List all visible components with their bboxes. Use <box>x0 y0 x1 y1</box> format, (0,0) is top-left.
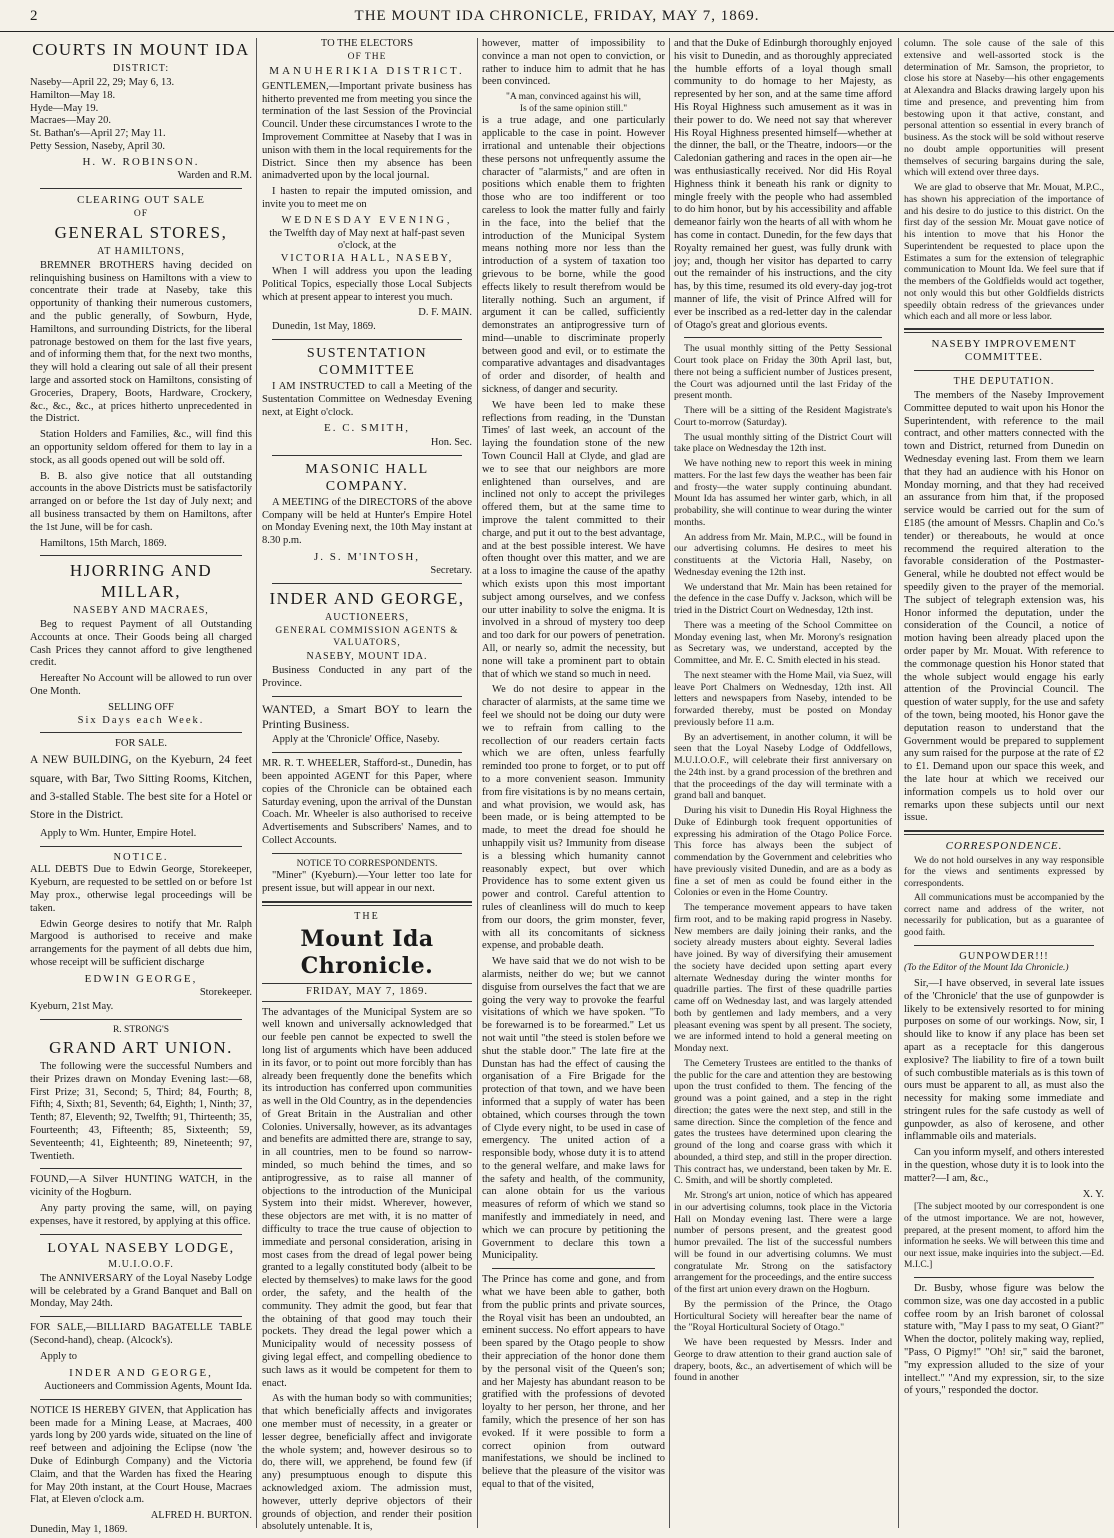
lodge-title: LOYAL NASEBY LODGE, <box>47 1240 235 1256</box>
forsale-p2: Apply to Wm. Hunter, Empire Hotel. <box>40 827 197 839</box>
separator <box>40 1168 242 1169</box>
wheeler-p1: MR. R. T. WHEELER, Stafford-st., Dunedin, has been appointed AGENT for this Paper, where copies of the Chronicle can be obtained each Saturday evening, upon the arrival of the Dunstan Coach. Mr. Wheeler is also authorised to receive Advertisements and Subscribers' Names, and to Collect Accounts. <box>262 758 472 846</box>
sustentation-p1: I AM INSTRUCTED to call a Meeting of the Sustentation Committee on Wednesday Evening next, at Eight o'clock. <box>262 381 472 418</box>
separator <box>40 555 242 556</box>
separator <box>272 339 462 340</box>
clearing-p2: Station Holders and Families, &c., will find this an opportunity seldom offered for them to lay in a stock, as all goods opened out will be sold off. <box>30 429 252 466</box>
masthead-date: FRIDAY, MAY 7, 1869. <box>262 983 472 1002</box>
gunpowder-letter <box>904 951 1104 1272</box>
clearing-title2: GENERAL STORES, <box>54 222 228 242</box>
notice-title: NOTICE. <box>113 851 169 863</box>
hjorring-title: HJORRING AND MILLAR, <box>69 561 213 602</box>
electors-address <box>262 38 472 334</box>
clearing-of: OF <box>133 209 149 220</box>
courts-sign: H. W. ROBINSON. <box>82 155 200 168</box>
inder-sub3: NASEBY, MOUNT IDA. <box>306 651 428 663</box>
page-number: 2 <box>30 8 38 24</box>
separator <box>492 1268 655 1269</box>
hjorring-p2: Hereafter No Account will be allowed to run over One Month. <box>30 673 252 697</box>
news-item: An address from Mr. Main, M.P.C., will be found in our advertising columns. He desires to meet his constituents at the Victoria Hall, Naseby, on Wednesday evening the 12th inst. <box>674 531 892 578</box>
busby-anecdote <box>904 1283 1104 1398</box>
masonic-sign-title: Secretary. <box>430 565 472 577</box>
wanted-ad <box>262 702 472 747</box>
art-union-ad <box>30 1025 252 1164</box>
bagatelle-p2: Apply to <box>40 1350 78 1362</box>
improvement-committee-article <box>904 338 1104 825</box>
news-item: By the permission of the Prince, the Otago Horticultural Society will hereafter bear the name of the "Royal Horticultural Society of Otago." <box>674 1298 892 1334</box>
artunion-over: R. STRONG'S <box>112 1024 170 1035</box>
column-rule <box>477 38 478 1528</box>
masonic-notice <box>262 461 472 579</box>
column-3 <box>482 38 665 1528</box>
news-item: The usual monthly sitting of the Petty Sessional Court took place on Friday the 30th April last, but, there not being a sufficient number of Justices present, the Court was adjourned until the last Friday of the present month. <box>674 343 892 402</box>
separator <box>40 732 242 733</box>
notice-sign-title: Storekeeper. <box>199 987 252 999</box>
page-header <box>0 0 1114 32</box>
separator <box>272 696 462 697</box>
news-item: We understand that Mr. Main has been retained for the defence in the case Duffy v. Jackson, which will be tried in the District Court on Wednesday, 12th inst. <box>674 581 892 617</box>
royal-visit-continued <box>674 38 892 332</box>
mining-p1: NOTICE IS HEREBY GIVEN, that Application has been made for a Mining Lease, at Macraes, 400 yards long by 200 yards wide, situated on the line of reef between and adjoining the Eclipse (now 'the Duke of Edinburgh Company) and the Victoria Claim, and that the Warden has fixed the Hearing for May 20th instant, at the Court House, Macraes Flat, at Eleven o'clock a.m. <box>30 1404 252 1506</box>
separator <box>684 337 882 338</box>
courts-sign-title: Warden and R.M. <box>177 170 252 182</box>
royal-visit-p2: and that the Duke of Edinburgh thoroughly enjoyed his visit to Dunedin, and as thoroughly appreciated the humble efforts of a loyal though small community to do homage to her Majesty, as represented by her son, and at the same time afford His Royal Highness such amusement as it was in their power to do. We need not say that wherever His Royal Highness presented himself—whether at the dinner, the ball, or the Theatre, indoors—or the Caledonian gathering and races in the open air—he was enthusiastically received. Nor did His Royal Highness think it beneath his rank or dignity to mingle freely with the people who had assembled to do him honor, but by his accessibility and affable demeanor fairly won the hearts of all with whom he has come in contact. Dunedin, for the few days that Royalty remained her guest, was fully drunk with joy; and, though her visitor has departed to carry out the remainder of his instructions, and the city has, by this time, resumed its old every-day jog-trot manner of life, the visit of Prince Alfred will for ever be inscribed as a red-letter day in the calendar of Otago's great and glorious events. <box>674 38 892 331</box>
news-item: We have nothing new to report this week in mining matters. For the last few days the weather has been fair and frosty—the water supply continuing abundant. Mount Ida has assumed her winter garb, which, in all probability, she will continue to wear during the winter months. <box>674 458 892 528</box>
separator <box>272 853 462 854</box>
leader-quote-1: "A man, convinced against his will, <box>505 92 641 103</box>
wanted-p1: WANTED, a Smart BOY to learn the Printing Business. <box>262 702 472 731</box>
bagatelle-sign: INDER AND GEORGE, <box>69 1366 213 1379</box>
local-news-continued <box>904 38 1104 323</box>
leader-p2: As with the human body so with communities; that which beneficially affects and invigorates one member must of necessity, in a greater or lesser degree, beneficially affect and invigorate the whole system; and, however desirous so to do, there will, we apprehend, be found few (if any) presumptuous enough to dispute this acknowledged axiom. The admission must, however, utterly deprive objectors of their grounds of objection, and render their position absolutely untenable. It is, <box>262 1393 472 1533</box>
hjorring-sub: NASEBY AND MACRAES, <box>73 604 209 616</box>
column-1 <box>30 38 252 1535</box>
news-item: We have been requested by Messrs. Inder and George to draw attention to their grand auction sale of drapery, boots, &c., an advertisement of which will be found in another <box>674 1337 892 1384</box>
wanted-p2: Apply at the 'Chronicle' Office, Naseby. <box>272 734 440 746</box>
hjorring-p1: Beg to request Payment of all Outstanding Accounts at once. Their Goods being all charged Cash Prices they cannot afford to give lengthened credit. <box>30 619 252 669</box>
news-item: The usual monthly sitting of the District Court will take place on Wednesday the 12th inst. <box>674 431 892 455</box>
electors-title: TO THE ELECTORS <box>320 38 414 49</box>
electors-p5: VICTORIA HALL, NASEBY, <box>280 253 454 265</box>
separator <box>40 846 242 847</box>
separator <box>40 1399 242 1400</box>
bagatelle-p1: FOR SALE,—BILLIARD BAGATELLE TABLE (Second-hand), cheap. (Alcock's). <box>30 1322 252 1347</box>
leader-c3-p5: We have said that we do not wish to be alarmists, neither do we; but we cannot disguise from ourselves the fact that we are going the very way to provoke the fearful visitations of which we have spoken. "To be forewarned is to be forearmed." Let us not wait until "the steed is stolen before we shut the stable door." The late fire at the Dunstan has had the effect of causing the organisation of a Fire Brigade for the protection of that town, and we have been informed that a supply of water has been obtained, which courses through the town of Clyde every night, to be used in case of emergency. The united action of a responsible body, whose duty it is to attend to the general welfare, and make laws for the safety and health, of the community, can alone obtain for us the various measures of reform of which we stand so manifestly and immediately in need, and which we can procure by petitioning the Government to declare this town a Municipality. <box>482 956 665 1262</box>
gunpowder-title: GUNPOWDER!!! <box>959 950 1049 962</box>
separator <box>272 583 462 584</box>
separator <box>914 1277 1094 1278</box>
electors-title2: MANUHERIKIA DISTRICT. <box>269 65 465 78</box>
electors-of: OF THE <box>347 51 387 62</box>
inder-sub2: GENERAL COMMISSION AGENTS & VALUATORS, <box>275 626 459 648</box>
leader-article <box>262 1007 472 1535</box>
debts-notice <box>30 852 252 1014</box>
royal-visit-article <box>482 1274 665 1492</box>
masthead: Mount Ida Chronicle. <box>300 926 434 979</box>
correspondents-p1: "Miner" (Kyeburn).—Your letter too late for present issue, but will appear in our next. <box>262 870 472 895</box>
artunion-title: GRAND ART UNION. <box>49 1038 233 1058</box>
masonic-p1: A MEETING of the DIRECTORS of the above Company will be held at Hunter's Empire Hotel on Monday Evening next, the 10th May instant at 8.30 p.m. <box>262 496 472 547</box>
news-item: The next steamer with the Home Mail, via Suez, will leave Port Chalmers on Wednesday, 12th inst. All letters and newspapers from Naseby, intended to be forwarded thereby, must be posted on Monday previously before 11 a.m. <box>674 669 892 728</box>
double-rule <box>262 901 472 906</box>
correspondents-title: NOTICE TO CORRESPONDENTS. <box>296 858 438 869</box>
column-5 <box>904 38 1104 1528</box>
masonic-sign: J. S. M'INTOSH, <box>313 551 421 564</box>
sustentation-notice <box>262 345 472 450</box>
leader-c3-p2: is a true adage, and one particularly applicable to the case in point. However irrational and untenable their objections these persons not unfrequently assume the character of "alarmists," and are often in positions which enable them to frighten those who are too indifferent or too careless to look the matter fully and fairly in the face, into the belief that the introduction of the Municipal System means nothing more nor less than the introduction of a system of taxation too grievous to be borne, while the good effects likely to result therefrom would be literally nothing. Such an argument, if argument it can be called, sufficiently demonstrates an antiprogressive turn of mind—unable to discriminate properly between good and evil, or to estimate the comparative advantages and disadvantages of order and disorder, of health and sickness, of danger and security. <box>482 115 665 396</box>
found-ad <box>30 1174 252 1228</box>
notice-p2: Edwin George desires to notify that Mr. Ralph Margood is authorised to receive and make arrangements for the payment of all debts due him, whose receipt will be sufficient discharge <box>30 918 252 968</box>
found-p1: FOUND,—A Silver HUNTING WATCH, in the vicinity of the Hogburn. <box>30 1174 252 1199</box>
separator <box>40 1234 242 1235</box>
lodge-p1: The ANNIVERSARY of the Loyal Naseby Lodge will be celebrated by a Grand Banquet and Ball on Monday, May 24th. <box>30 1272 252 1310</box>
electors-sign: D. F. MAIN. <box>418 307 472 319</box>
column-rule <box>898 38 899 1528</box>
inder-p1: Business Conducted in any part of the Province. <box>262 665 472 690</box>
separator <box>40 1316 242 1317</box>
masonic-title: MASONIC HALL COMPANY. <box>305 461 429 494</box>
news-item: There was a meeting of the School Committee on Monday evening last, when Mr. Morony's resignation as Secretary was, we understand, accepted by the Committee, and Mr. E. C. Smith elected in his stead. <box>674 619 892 667</box>
sustentation-sign: E. C. SMITH, <box>323 422 411 435</box>
forsale-p1: A NEW BUILDING, on the Kyeburn, 24 feet square, with Bar, Two Sitting Rooms, Kitchen, and 3-stalled Stable. The best site for a Hotel or Store in the District. <box>30 754 252 822</box>
gunpowder-to: (To the Editor of the Mount Ida Chronicle.) <box>904 963 1069 974</box>
inder-sub: AUCTIONEERS, <box>325 611 409 623</box>
leader-c3-p1: however, matter of impossibility to convince a man not open to conviction, or rather to induce him to admit that he has been convinced. <box>482 38 665 88</box>
clearing-sale-ad <box>30 194 252 550</box>
leader-quote-2: Is of the same opinion still." <box>519 103 628 114</box>
news-item: The temperance movement appears to have taken firm root, and to be making rapid progress in Naseby. New members are daily joining their ranks, and the society already musters about eighty. Several ladies have joined. By way of diversifying their amusement the society have decided upon setting apart every alternate Wednesday during the winter months for quadrille parties. The first of these quadrille parties came off on Wednesday last, and was largely attended both by gentlemen and lady members, and a very pleasant evening was spent by all present. The society, we are informed intend to hold a general meeting on Monday next. <box>674 902 892 1055</box>
royal-visit-p1: The Prince has come and gone, and from what we have been able to gather, both from the public prints and private sources, the Royal visit has been an undoubted, an eminent success. No effort appears to have been spared by the Otago people to show their appreciation of the honor done them by the personal visit of the Queen's son; and her Majesty has abundant reason to be gratified with the professions of devoted loyalty to her person, her throne, and her family, which the presence of her son has evoked. If it were possible to form a correct opinion from outward manifestations, we should be inclined to believe that the pleasure of the visitor was equal to that of the visited, <box>482 1274 665 1491</box>
artunion-p1: The following were the successful Numbers and their Prizes drawn on Monday Evening last:—68, First Prize; 31, Second; 5, Third; 84, Fourth; 8, Fifth; 4, Sixth; 81, Seventh; 64, Eighth; 1, Ninth; 37, Tenth; 87, Eleventh; 92, Twelfth; 91, Thirteenth; 35, Fourteenth; 43, Fifteenth; 85, Sixteenth; 59, Seventeenth; 41, Eighteenth; 89, Nineteenth; 97, Twentieth. <box>30 1061 252 1162</box>
gunpowder-p2: Can you inform myself, and others interested in the question, whose duty it is to look into the matter?—I am, &c., <box>904 1147 1104 1184</box>
clearing-p3: B. B. also give notice that all outstanding accounts in the above Districts must be satisfactorily arranged on or before the 1st day of July next; and all business transacted by them on Hamiltons, after the 1st June, will be for cash. <box>30 470 252 533</box>
mining-date: Dunedin, May 1, 1869. <box>30 1524 128 1535</box>
leader-p1: The advantages of the Municipal System are so well known and universally acknowledged that our feeble pen cannot be expected to swell the long list of arguments which have been adduced in its favor, or to point out more forcibly than has already been frequently done the benefits which its introduction has conferred upon communities as well in the Old Country, as in the dependencies of Great Britain in the Australian and other Colonies. Universally, however, as its advantages and benefits are admitted there are, strange to say, in all countries, men to be found so narrow-minded, so much behind the times, and so antiprogressive, as to raise all manner of objections to the introduction of the Municipal System into their midst. Wherever, however, these objectors are met with, it is no matter of difficulty to trace the true cause of objection to immediate and personal consideration, arising in most cases from the dread of legal power being granted to a legally constituted body (albeit to be elected by themselves) to make laws for the good order, the safety, and the health of the community. They admit the good, but fear that the obtaining of that good may touch their pockets. They dread the legal power which a Municipality would of necessity possess of giving legal effect, and compelling obedience to such laws as it would be competent for them to enact. <box>262 1006 472 1389</box>
news-item: Mr. Strong's art union, notice of which has appeared in our advertising columns, took place in the Victoria Hall on Monday evening last. There were a large number of persons present, and the greatest good humor prevailed. The list of the successful numbers will be found in our advertising columns. We must congratulate Mr. Strong on the satisfactory arrangement for the proceedings, and the entire success of the first art union every drawn on the Hogburn. <box>674 1190 892 1296</box>
electors-date: Dunedin, 1st May, 1869. <box>272 321 376 333</box>
separator <box>272 752 462 753</box>
electors-p2: I hasten to repair the imputed omission, and invite you to meet me on <box>262 186 472 210</box>
local-news <box>674 343 892 1384</box>
courts-notice <box>30 40 252 183</box>
running-title: THE MOUNT IDA CHRONICLE, FRIDAY, MAY 7, 1869. <box>354 8 760 24</box>
correspondence-section <box>904 840 1104 939</box>
separator <box>40 1019 242 1020</box>
separator <box>40 188 242 189</box>
notice-date: Kyeburn, 21st May. <box>30 1000 114 1012</box>
improvement-sub: THE DEPUTATION. <box>953 375 1055 387</box>
correspondence-p2: All communications must be accompanied by the correct name and address of the writer, not necessarily for publication, but as a guarantee of good faith. <box>904 893 1104 938</box>
news-item: By an advertisement, in another column, it will be seen that the Loyal Naseby Lodge of Oddfellows, M.U.I.O.O.F., will celebrate their first anniversary on the 24th inst. by a grand procession of the brethren and that the proceedings of the day will terminate with a grand ball and banquet. <box>674 731 892 802</box>
correspondents-notice <box>262 859 472 896</box>
electors-p4: the Twelfth day of May next at half-past seven o'clock, at the <box>269 227 465 252</box>
clearing-place: AT HAMILTONS, <box>97 245 185 257</box>
electors-p3: WEDNESDAY EVENING, <box>281 214 453 226</box>
hjorring-ad <box>30 561 252 727</box>
double-rule <box>904 328 1104 333</box>
sustentation-sign-title: Hon. Sec. <box>430 436 472 448</box>
news-item: We are glad to observe that Mr. Mouat, M.P.C., has shown his appreciation of the importance of and his desire to do justice to this district. On the first day of the session Mr. Mouat gave notice of his intention to move that his Honor the Superintendent be requested to place upon the Estimates a sum for the extension of telegraphic communication to Mount Ida. We feel sure that if the members of the Goldfields would act together, not only would this but other Goldfields districts speedily obtain redress of the grievances under which each and all more or less labor. <box>904 182 1104 323</box>
mining-lease-notice <box>30 1405 252 1537</box>
news-item: During his visit to Dunedin His Royal Highness the Duke of Edinburgh took frequent opportunities of expressing his admiration of the Otago Police Force. This force has always been the subject of commendation by the Government and celebrities who have previously visited Dunedin, and are as a body as fine a set of men as could be found either in the Colonies or even in the Home Country. <box>674 805 892 899</box>
column-4 <box>674 38 892 1528</box>
notice-p1: ALL DEBTS Due to Edwin George, Storekeeper, Kyeburn, are requested to be settled on or before 1st May prox., otherwise legal proceedings will be taken. <box>30 864 252 914</box>
hjorring-p4: Six Days each Week. <box>77 714 205 726</box>
wheeler-notice <box>262 758 472 848</box>
courts-subtitle: DISTRICT: <box>112 62 170 74</box>
clearing-date: Hamiltons, 15th March, 1869. <box>40 537 167 549</box>
correspondence-title: CORRESPONDENCE. <box>945 840 1063 853</box>
column-rule <box>256 38 257 1528</box>
news-item: There will be a sitting of the Resident Magistrate's Court to-morrow (Saturday). <box>674 405 892 428</box>
column-2 <box>262 38 472 1533</box>
separator <box>914 945 1094 946</box>
hjorring-p3: SELLING OFF <box>108 701 174 713</box>
for-sale-ad <box>30 738 252 840</box>
clearing-p1: BREMNER BROTHERS having decided on relinquishing business on Hamiltons with a view to concentrate their trade at Naseby, take this opportunity of thanking their numerous customers, and the public generally, of Sowburn, Hyde, Hamiltons, and surrounding Districts, for the liberal patronage bestowed on them for the last five years, and of informing them that, for the next two months, they will hold a clearing out sale of all their present large and assorted stock on Hamiltons, consisting of Groceries, Drapery, Boots, Hardware, Crockery, &c., &c., &c., at prices hitherto unprecedented in the District. <box>30 259 252 425</box>
gunpowder-p1: Sir,—I have observed, in several late issues of the 'Chronicle' that the use of gunpowder is likely to be extensively resorted to for mining purposes on some of our workings. Now, sir, I should like to know if any place has been set apart as a receptacle for this dangerous explosive? The liability to fire of a town built of such combustible materials as is this town of ours must be apparent to all, as must also the necessity for making some immediate and stringent rules for the safe custody as well of gunpowder, as also of kerosene, and other inflammable oils and materials. <box>904 977 1104 1143</box>
electors-p1: GENTLEMEN,—Important private business has hitherto prevented me from meeting you since the termination of the last Session of the Provincial Council. Under these circumstances I wrote to the Improvement Committee at Naseby that I was in unison with them in the local requirements for the District. Since then my absence has been animadverted upon by the local journal. <box>262 80 472 182</box>
inder-george-ad <box>262 589 472 691</box>
correspondence-p1: We do not hold ourselves in any way responsible for the views and sentiments expressed by correspondents. <box>904 855 1104 889</box>
courts-dates: Naseby—April 22, 29; May 6, 13. Hamilton—May 18. Hyde—May 19. Macraes—May 20. St. Bathan's—April 27; May 11. Petty Session, Naseby, April 30. <box>30 76 175 152</box>
leader-c3-p4: We do not desire to appear in the character of alarmists, at the same time we feel we should not be doing our duty were we to refrain from calling to the recollection of our readers certain facts which we are often, unless fearfully reminded too prone to forget, or to put off to a more convenient season. Immunity from fire visitations is by no means certain, and what provision, we would ask, has been made, or is being attempted to be made, to meet the dread foe should he unhappily visit us? Immunity from disease is a blessing which humanity cannot reasonably expect, but over which Providence has to some extent given us power and control. Careful attention to rules of cleanliness will do much to keep from our doors, the grim monster, fever, with all its concomitants of sickness expense, and probable death. <box>482 684 665 952</box>
sustentation-title: SUSTENTATION COMMITTEE <box>306 345 428 378</box>
forsale-title: FOR SALE. <box>115 738 167 750</box>
clearing-title: CLEARING OUT SALE <box>76 193 205 206</box>
news-item: column. The sole cause of the sale of this extensive and well-assorted stock is the determination of Mr. Samson, the proprietor, to close his store at Naseby—his other engagements at Alexandra and Blacks drawing largely upon his time and presence, and preventing him from bestowing upon it that active, constant, and personal attention so essential in every branch of business. As the stock will be sold without reserve no doubt ample opportunities will present themselves of securing bargains during the sale, which will extend over three days. <box>904 38 1104 179</box>
notice-sign: EDWIN GEORGE, <box>84 972 198 985</box>
leader-continued <box>482 38 665 1263</box>
bagatelle-sign-title: Auctioneers and Commission Agents, Mount Ida. <box>44 1381 252 1393</box>
bagatelle-ad <box>30 1322 252 1394</box>
improvement-title: NASEBY IMPROVEMENT COMMITTEE. <box>931 338 1077 364</box>
lodge-sub: M.U.I.O.O.F. <box>108 1258 174 1270</box>
mining-sign: ALFRED H. BURTON. <box>150 1510 252 1522</box>
column-rule <box>669 38 670 1528</box>
found-p2: Any party proving the same, will, on paying expenses, have it restored, by applying at this office. <box>30 1202 252 1227</box>
separator <box>272 455 462 456</box>
electors-p6: When I will address you upon the leading Political Topics, especially those Local Subjects which at present appear to interest you much. <box>262 265 472 303</box>
gunpowder-note: [The subject mooted by our correspondent is one of the utmost importance. We are not, however, prepared, at the present moment, to afford him the information he seeks. We will between this time and our next issue, make inquiries into the subject.—Ed. M.I.C.] <box>904 1202 1104 1271</box>
improvement-p1: The members of the Naseby Improvement Committee deputed to wait upon his Honor the Superintendent, with reference to the mail contract, and other matters connected with the town and District, returned from Dunedin on Wednesday evening last. From them we learn that they had an audience with his Honor on Monday morning, and that they had received an assurance from him that, if the proposed service would be carried out for the sum of £185 (the amount of Messrs. Chaplin and Co.'s tender) or thereabouts, he would at once recommend the required alteration to the favorable consideration of the Postmaster-General, while he doubted not effect would be speedily given to the prayer of the memorial. The subject of telegraph extension was, his Honor informed the deputation, under the consideration of the Council, a notice of motion having been already placed upon the order paper by Mr. Mouat. With reference to the commonage question his Honor stated that the whole subject would engage his early attention of the Provincial Council. The question of water supply, for the use and safety of the town, being mooted, his Honor gave the deputation reason to understand that the Government would be prepared to supplement any sum raised for the purpose at the rate of £2 to £1. Demand upon our space this week, and the late hour at which we received our information compels us to hold over our remarks upon these subjects until our next issue. <box>904 390 1104 824</box>
lodge-ad <box>30 1240 252 1312</box>
leader-c3-p3: We have been led to make these reflections from reading, in the 'Dunstan Times' of last week, an account of the laying the foundation stone of the new Town Council Hall at Clyde, and glad are we to see that our neighbors are more enlightened than ourselves, and are inclined not only to accept the privileges offered them, but at the same time to improve the talent committed to their charge, and put it out to the best advantage, and at the best possible interest. We have often thought over this matter, and we are at a loss to imagine the cause of the apathy which exists upon this most important subject among ourselves, and we confess our utter inability to solve the enigma. It is involved in a shroud of mystery too deep and too dark for our powers of penetration. All, or nearly so, admit the necessity, but none will take a prominent part to obtain that of which we stand so much in need. <box>482 399 665 680</box>
inder-title: INDER AND GEORGE, <box>269 589 465 609</box>
gunpowder-sign: X. Y. <box>1082 1188 1104 1200</box>
masthead-the: THE <box>354 910 380 922</box>
double-rule <box>904 830 1104 835</box>
news-item: The Cemetery Trustees are entitled to the thanks of the public for the care and attention they are bestowing upon the trust confided to them. The fencing of the ground was a point gained, and a step in the right direction; the gates were the next step, and still in the same direction. Since the completion of the fence and gates the trustees have determined upon clearing the ground of the long and coarse grass with which it abounded, a third step, and still in the proper direction. This contract has, we understand, been taken by Mr. E. C. Smith, and will be shortly completed. <box>674 1057 892 1187</box>
separator <box>914 370 1094 371</box>
courts-title: COURTS IN MOUNT IDA <box>32 40 250 59</box>
busby-p1: Dr. Busby, whose figure was below the common size, was one day accosted in a public coffee room by an Irish baronet of colossal stature with, "May I pass to my seat, O Giant?" When the doctor, politely making way, replied, "Pass, O Pigmy!" "Oh! sir," said the baronet, "my expression alluded to the size of your intellect." "And my expression, sir, to the size of yours," responded the doctor. <box>904 1282 1104 1397</box>
